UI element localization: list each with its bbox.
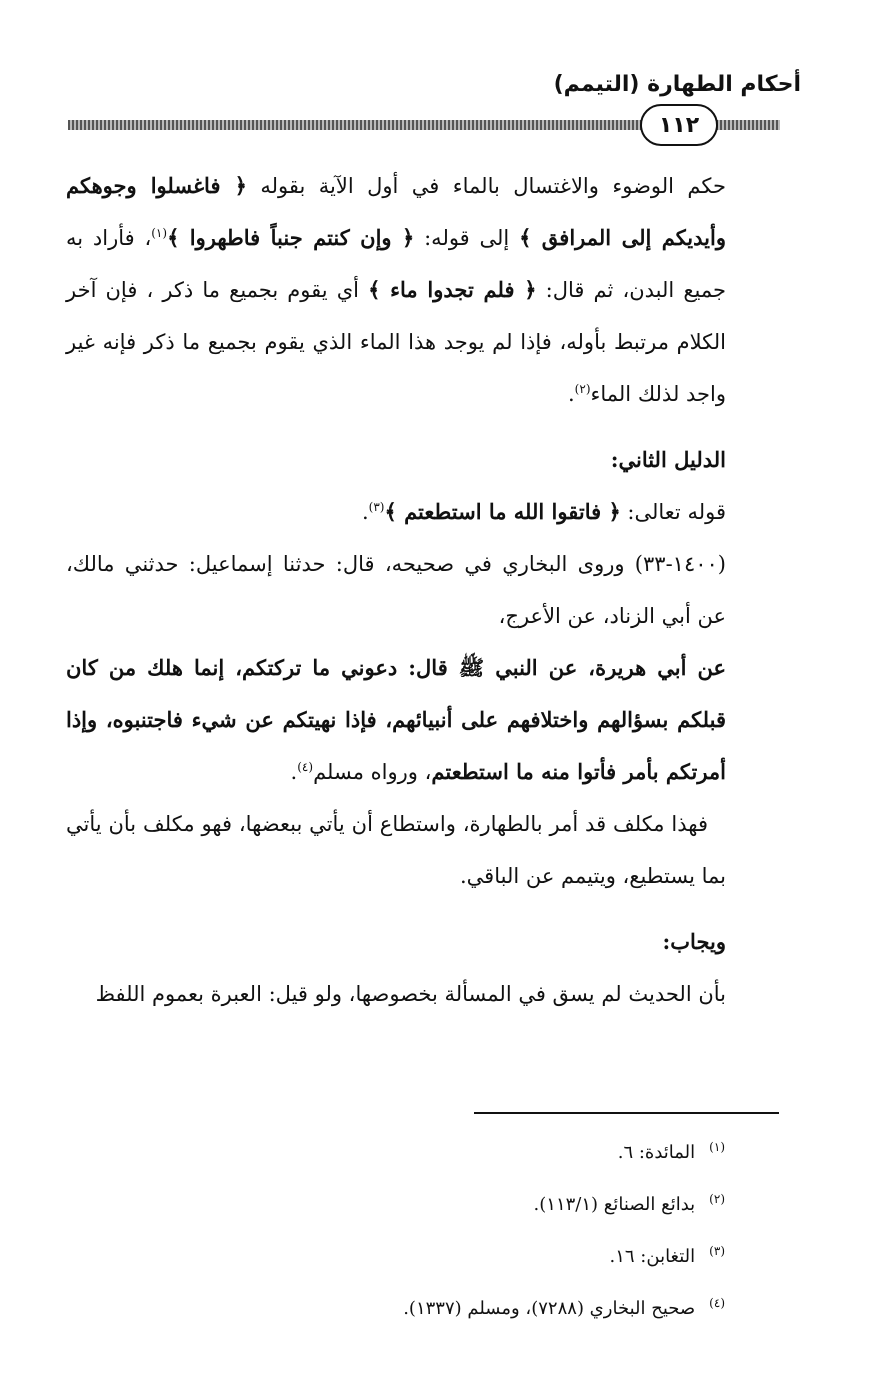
footnote-text: التغابن: ١٦. [609,1246,696,1267]
footnote [403,1192,725,1244]
text-run: حكم الوضوء والاغتسال بالماء في أول الآية بقوله [246,174,726,198]
section-heading: الدليل الثاني: [610,447,726,472]
footnote-text: صحيح البخاري (٧٢٨٨)، ومسلم (١٣٣٧). [403,1298,696,1319]
paragraph-3: (١٤٠٠-٣٣) وروى البخاري في صحيحه، قال: حدثنا إسماعيل: حدثني مالك، عن أبي الزناد، عن الأعرج، [66,552,726,628]
page-number: ١١٢ [640,104,718,146]
footnote-text: بدائع الصنائع (١١٣/١). [533,1194,696,1215]
body-text [66,160,726,1020]
text-run: . [361,500,369,524]
paragraph-5: فهذا مكلف قد أمر بالطهارة، واستطاع أن يأتي ببعضها، فهو مكلف بأن يأتي بما يستطيع، ويتيمم عن الباقي. [66,812,726,888]
quran-quote: ﴿ وإن كنتم جنباً فاطهروا ﴾ [167,225,415,250]
running-title: أحكام الطهارة (التيمم) [553,72,801,97]
footnote-ref: (٣) [368,500,385,514]
quran-quote: ﴿ فاغسلوا وجوهكم وأيديكم إلى المرافق ﴾ [66,173,726,250]
footnote-ref: (٢) [574,382,591,396]
hadith-text: عن أبي هريرة، عن النبي ﷺ قال: دعوني ما تركتكم، إنما هلك من كان قبلكم بسؤالهم واختلافهم على أنبيائهم، فإذا نهيتكم عن شيء فاجتنبوه، وإذا أمرتكم بأمر فأتوا منه ما استطعتم [66,655,726,784]
footnote [403,1140,725,1192]
text-run: . [567,382,575,406]
paragraph-2 [66,486,726,538]
paragraph-1 [66,160,726,420]
quran-quote: ﴿ فلم تجدوا ماء ﴾ [368,277,537,302]
section-heading: ويجاب: [662,929,726,954]
paragraph-4 [66,642,726,798]
text-run: إلى قوله: [414,226,520,250]
footnote-ref: (٤) [297,760,314,774]
footnote-mark: (٣) [709,1244,725,1258]
footnote-mark: (٤) [709,1296,725,1310]
text-run: . [290,760,298,784]
paragraph-6: بأن الحديث لم يسق في المسألة بخصوصها، ولو قيل: العبرة بعموم اللفظ [95,982,726,1006]
footnote-text: المائدة: ٦. [617,1142,696,1163]
text-run: ، فأراد به جميع البدن، ثم قال: [66,226,726,302]
text-run: أي يقوم بجميع ما ذكر ، فإن آخر الكلام مرتبط بأوله، فإذا لم يوجد هذا الماء الذي يقوم بجميع ما ذكر فإنه غير واجد لذلك الماء [66,278,726,406]
footnotes [403,1140,725,1348]
text-run: ، ورواه مسلم [313,760,432,784]
footnote-rule [474,1112,779,1114]
footnote [403,1244,725,1296]
footnote-mark: (٢) [709,1192,725,1206]
quran-quote: ﴿ فاتقوا الله ما استطعتم ﴾ [384,499,621,524]
footnote-mark: (١) [709,1140,725,1154]
footnote [403,1296,725,1348]
text-run: قوله تعالى: [620,500,726,524]
footnote-ref: (١) [151,226,168,240]
